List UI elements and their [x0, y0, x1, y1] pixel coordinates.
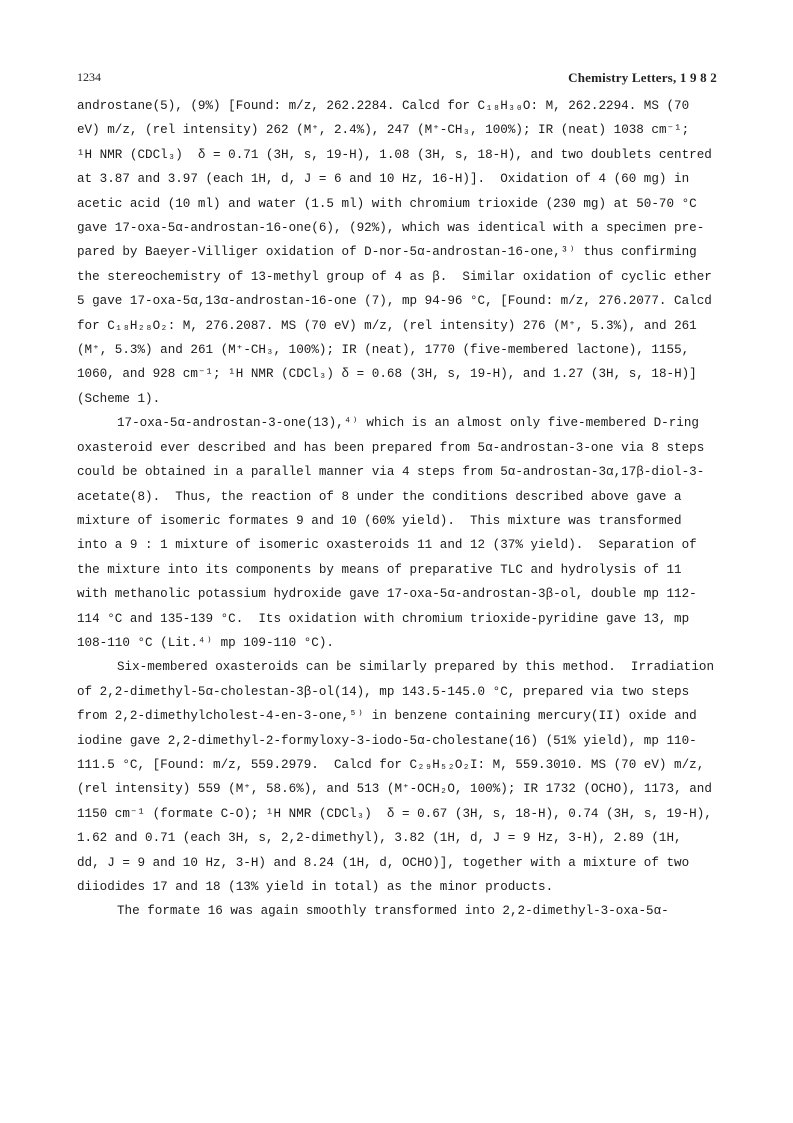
text-line: could be obtained in a parallel manner via 4 steps from 5α-androstan-3α,17β-diol-3-	[77, 465, 705, 480]
text-line: Six-membered oxasteroids can be similarly prepared by this method. Irradiation	[117, 660, 715, 675]
text-line: 108-110 °C (Lit.⁴⁾ mp 109-110 °C).	[77, 635, 334, 650]
text-line: gave 17-oxa-5α-androstan-16-one(6), (92%), which was identical with a specimen pre-	[77, 221, 705, 236]
text-line: eV) m/z, (rel intensity) 262 (M⁺, 2.4%), 247 (M⁺-CH₃, 100%); IR (neat) 1038 cm⁻¹;	[77, 123, 690, 138]
text-line: 111.5 °C, [Found: m/z, 559.2979. Calcd for C₂₉H₅₂O₂I: M, 559.3010. MS (70 eV) m/z,	[77, 757, 705, 772]
text-line: acetic acid (10 ml) and water (1.5 ml) with chromium trioxide (230 mg) at 50-70 °C	[77, 196, 697, 211]
paragraph	[77, 94, 717, 411]
text-line: the mixture into its components by means of preparative TLC and hydrolysis of 11	[77, 562, 682, 577]
text-line: 114 °C and 135-139 °C. Its oxidation with chromium trioxide-pyridine gave 13, mp	[77, 611, 690, 626]
text-line: for C₁₈H₂₈O₂: M, 276.2087. MS (70 eV) m/z, (rel intensity) 276 (M⁺, 5.3%), and 261	[77, 318, 697, 333]
text-line: from 2,2-dimethylcholest-4-en-3-one,⁵⁾ in benzene containing mercury(II) oxide and	[77, 709, 697, 724]
text-line: 1150 cm⁻¹ (formate C-O); ¹H NMR (CDCl₃) δ = 0.67 (3H, s, 18-H), 0.74 (3H, s, 19-H),	[77, 806, 712, 821]
text-line: oxasteroid ever described and has been prepared from 5α-androstan-3-one via 8 steps	[77, 440, 705, 455]
text-line: at 3.87 and 3.97 (each 1H, d, J = 6 and 10 Hz, 16-H)]. Oxidation of 4 (60 mg) in	[77, 172, 690, 187]
text-line: of 2,2-dimethyl-5α-cholestan-3β-ol(14), mp 143.5-145.0 °C, prepared via two steps	[77, 684, 690, 699]
text-line: 1060, and 928 cm⁻¹; ¹H NMR (CDCl₃) δ = 0.68 (3H, s, 19-H), and 1.27 (3H, s, 18-H)]	[77, 367, 697, 382]
paragraph	[77, 899, 717, 923]
page-number: 1234	[77, 70, 101, 84]
text-line: 1.62 and 0.71 (each 3H, s, 2,2-dimethyl), 3.82 (1H, d, J = 9 Hz, 3-H), 2.89 (1H,	[77, 831, 682, 846]
text-line: mixture of isomeric formates 9 and 10 (60% yield). This mixture was transformed	[77, 513, 682, 528]
text-line: androstane(5), (9%) [Found: m/z, 262.2284. Calcd for C₁₈H₃₀O: M, 262.2294. MS (70	[77, 99, 690, 113]
text-line: diiodides 17 and 18 (13% yield in total) as the minor products.	[77, 880, 554, 894]
text-line: (rel intensity) 559 (M⁺, 58.6%), and 513 (M⁺-OCH₂O, 100%); IR 1732 (OCHO), 1173, and	[77, 782, 712, 797]
text-line: 5 gave 17-oxa-5α,13α-androstan-16-one (7), mp 94-96 °C, [Found: m/z, 276.2077. Calcd	[77, 294, 712, 309]
text-line: pared by Baeyer-Villiger oxidation of D-nor-5α-androstan-16-one,³⁾ thus confirming	[77, 245, 697, 260]
journal-title: Chemistry Letters, 1 9 8 2	[568, 70, 717, 85]
text-line: dd, J = 9 and 10 Hz, 3-H) and 8.24 (1H, d, OCHO)], together with a mixture of two	[77, 855, 690, 870]
body-text	[77, 94, 717, 924]
text-line: with methanolic potassium hydroxide gave 17-oxa-5α-androstan-3β-ol, double mp 112-	[77, 587, 697, 602]
paragraph	[77, 411, 717, 655]
text-line: The formate 16 was again smoothly transformed into 2,2-dimethyl-3-oxa-5α-	[117, 904, 669, 919]
text-line: (M⁺, 5.3%) and 261 (M⁺-CH₃, 100%); IR (neat), 1770 (five-membered lactone), 1155,	[77, 343, 690, 358]
text-line: into a 9 : 1 mixture of isomeric oxasteroids 11 and 12 (37% yield). Separation of	[77, 538, 697, 553]
text-line: acetate(8). Thus, the reaction of 8 under the conditions described above gave a	[77, 489, 682, 504]
text-line: 17-oxa-5α-androstan-3-one(13),⁴⁾ which is an almost only five-membered D-ring	[117, 416, 699, 431]
text-line: ¹H NMR (CDCl₃) δ = 0.71 (3H, s, 19-H), 1.08 (3H, s, 18-H), and two doublets centred	[77, 147, 712, 162]
text-line: iodine gave 2,2-dimethyl-2-formyloxy-3-iodo-5α-cholestane(16) (51% yield), mp 110-	[77, 733, 697, 748]
paragraph	[77, 655, 717, 899]
text-line: (Scheme 1).	[77, 391, 161, 406]
text-line: the stereochemistry of 13-methyl group of 4 as β. Similar oxidation of cyclic ether	[77, 269, 712, 284]
